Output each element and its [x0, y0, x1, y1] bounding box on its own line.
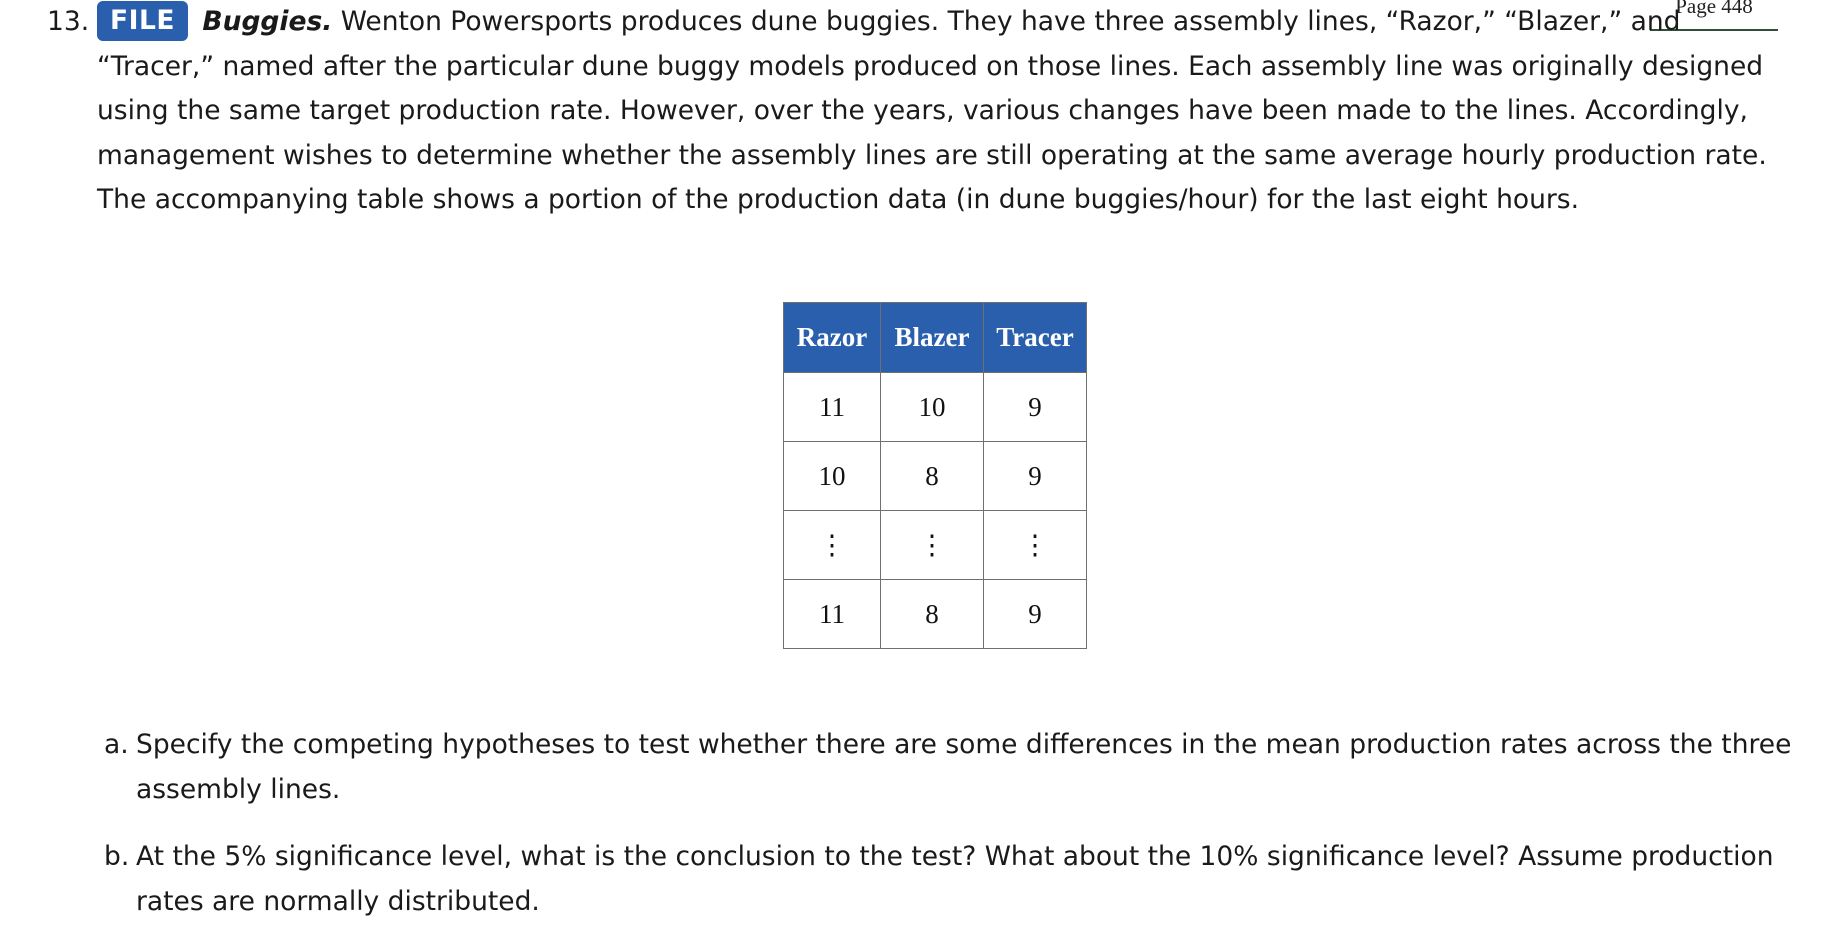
table-cell: 11: [784, 373, 881, 442]
table-header-row: [784, 303, 1087, 373]
problem-13: [47, 0, 1767, 223]
problem-paragraph: [47, 0, 1767, 223]
part-b-text: At the 5% significance level, what is the conclusion to the test? What about the 10% significance level? Assume production rates are normally distributed.: [136, 841, 1774, 917]
page-number: Page 448: [1675, 0, 1753, 18]
table-row: [784, 442, 1087, 511]
table-cell: 9: [984, 580, 1087, 649]
file-badge[interactable]: FILE: [97, 1, 188, 41]
problem-title: Buggies.: [202, 6, 333, 37]
table-cell: 11: [784, 580, 881, 649]
table-cell: 9: [984, 442, 1087, 511]
part-b: [104, 834, 1794, 924]
table-cell: 9: [984, 373, 1087, 442]
table-cell: 8: [881, 442, 984, 511]
header-blazer: Blazer: [881, 303, 984, 373]
table-cell: 8: [881, 580, 984, 649]
table-cell: 10: [881, 373, 984, 442]
table-cell: 10: [784, 442, 881, 511]
question-parts: [104, 722, 1794, 946]
table-row-ellipsis: [784, 511, 1087, 580]
part-a: [104, 722, 1794, 812]
table-cell: ⋮: [984, 511, 1087, 580]
table-cell: ⋮: [784, 511, 881, 580]
header-tracer: Tracer: [984, 303, 1087, 373]
part-b-letter: b.: [104, 841, 130, 872]
part-a-text: Specify the competing hypotheses to test whether there are some differences in the mean production rates across the three assembly lines.: [136, 729, 1792, 805]
problem-number: 13.: [47, 6, 90, 37]
header-razor: Razor: [784, 303, 881, 373]
problem-text: Wenton Powersports produces dune buggies. They have three assembly lines, “Razor,” “Blazer,” and “Tracer,” named after the particular dune buggy models produced on those lines. Each assembly line was originally designed using the same target production rate. However, over the years, various changes have been made to the lines. Accordingly, management wishes to determine whether the assembly lines are still operating at the same average hourly production rate. The accompanying table shows a portion of the production data (in dune buggies/hour) for the last eight hours.: [97, 6, 1767, 215]
table-cell: ⋮: [881, 511, 984, 580]
table-row: [784, 373, 1087, 442]
production-data-table: [783, 302, 1087, 649]
table-row: [784, 580, 1087, 649]
part-a-letter: a.: [104, 729, 129, 760]
